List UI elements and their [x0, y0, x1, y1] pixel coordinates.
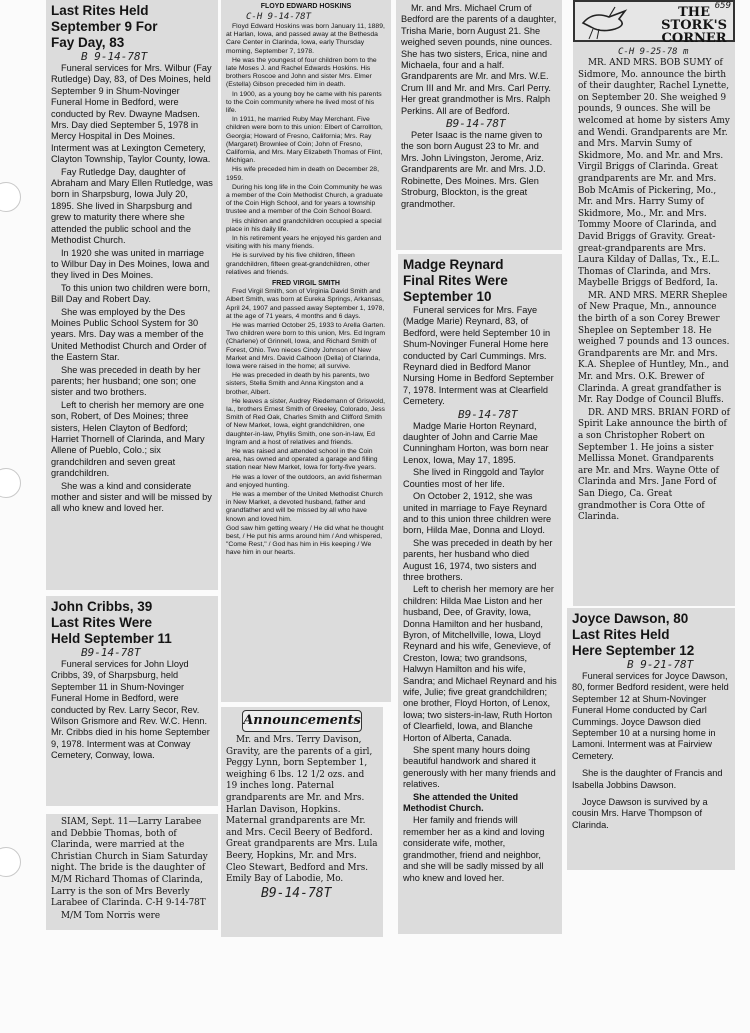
paragraph: He leaves a sister, Audrey Riedemann of Griswold, Ia., brothers Ernest Smith of Greeley, Colorado, Jess Smith of Red Oak, Charles Smith and Clifford Smith of New Market, Iowa, eight grandchildren, one daughter-in-law, Phyllis Smith, one son-in-law, Ed Ingram and a host of relatives and friends. [226, 397, 386, 446]
paragraph: Mr. and Mrs. Michael Crum of Bedford are the parents of a daughter, Trisha Marie, born August 21. She weighed seven pounds, nine ounces. She has two sisters, Erica, nine and Michaela, four and a half. Grandparents are Mr. and Mrs. W.E. Crum III and Mr. and Mrs. Carl Perry. Her great grandmother is Mrs. Ralph Perkins. All are of Bedford. [401, 3, 557, 116]
headline: Last Rites Were [51, 615, 153, 630]
paragraph: He was the youngest of four children born to the late Moses J. and Rachel Edwards Hoskins. His brothers Roscoe and John and sister Mrs. Elmer (Estella) Gibson preceded him in death. [226, 56, 377, 89]
obituary-madge-reynard [398, 254, 562, 934]
headline: September 10 [403, 289, 492, 304]
paragraph: Mr. and Mrs. Terry Davison, Gravity, are the parents of a girl, Peggy Lynn, born September 1, weighing 6 lbs. 12 1/2 ozs. and 19 inches long. Paternal grandparents are Mr. and Mrs. Harlan Davison, Hopkins. Maternal grandparents are Mr. and Mrs. Cecil Beery of Bedford. Great grandparents are Mrs. Lula Beery, Hopkins, Mr. and Mrs. Cleo Stewart, Bedford and Mrs. Emily Bay of Labodie, Mo. [226, 735, 378, 885]
paragraph: Funeral services for Mrs. Faye (Madge Marie) Reynard, 83, of Bedford, were held September 10 in Shum-Novinger Funeral Home here conducted by Carl Cummings. Mrs. Reynard died in Bedford Manor Nursing Home in Bedford September 7, 1978. Interment was at Clearfield Cemetery. [403, 305, 554, 407]
handwritten-date: B9-14-78T [261, 885, 332, 901]
title-line: CORNER [661, 31, 727, 46]
title-line: THE [678, 5, 710, 20]
paragraph: She was employed by the Des Moines Public School System for 30 years. Mrs. Day was a member of the United Methodist Church and Order of the Eastern Star. [51, 306, 207, 363]
paragraph: Funeral services for Joyce Dawson, 80, former Bedford resident, were held September 12 at Shum-Novinger Funeral Home conducted by Carl Cummings. Joyce Dawson died September 10 at a nursing home in Lamoni. Interment was at Fairview Cemetery. [572, 671, 729, 761]
paragraph: She attended the United Methodist Church. [403, 791, 519, 814]
births-crum-livingston [396, 0, 562, 250]
handwritten-date: B9-14-78T [446, 117, 506, 131]
headline: Held September 11 [51, 631, 172, 646]
stork-icon [579, 5, 631, 41]
headline: Joyce Dawson, 80 [572, 611, 689, 626]
paragraph: He was married October 25, 1933 to Arella Garten. Two children were born to this union, Mrs. Ed Ingram (Charlene) of Grinnell, Iowa, and Richard Smith of Forest, Ohio. Two nieces Cindy Johnson of New Market and Mrs. David Calhoon (Della) of Clarinda, Iowa were raised in the home; all survive. [226, 321, 386, 370]
paragraph: During his long life in the Coin Community he was a member of the Coin Methodist Church, a graduate of the Coin High School, and for years a township trustee and a member of the Coin School Board. [226, 183, 383, 216]
paragraph: She lived in Ringgold and Taylor Counties most of her life. [403, 467, 545, 489]
storks-corner-title [661, 6, 727, 45]
paragraph: Peter Isaac is the name given to the son born August 23 to Mr. and Mrs. John Livingston, Jerome, Ariz. Grandparents are Mr. and Mrs. J.D. Robinette, Des Moines. Mrs. Glen Stroburg, Blockton, is the great grandmother. [401, 130, 546, 209]
paragraph: Floyd Edward Hoskins was born January 11, 1889, at Harlan, Iowa, and passed away at the Bethesda Care Center in Clarinda, Iowa, early Thursday morning, September 7, 1978. [226, 23, 385, 55]
paragraph: DR. AND MRS. BRIAN FORD of Spirit Lake announce the birth of a son Christopher Robert on September 1. He joins a sister Mellissa Monet. Grandparents are Mr. and Mrs. Wayne Otte of Clarinda and Mrs. Jane Ford of San Diego, Ca. Great grandmother is Cora Otte of Clarinda. [578, 407, 730, 523]
paragraph: SIAM, Sept. 11—Larry Larabee and Debbie Thomas, both of Clarinda, were married at the Christian Church in Siam Saturday night. The bride is the daughter of M/M Richard Thomas of Clarinda, Larry is the son of Mrs Beverly Larabee of Clarinda. C-H 9-14-78T [51, 817, 208, 909]
paragraph: She was a kind and considerate mother and sister and will be missed by all who knew and loved her. [51, 480, 212, 514]
paragraph: Fred Virgil Smith, son of Virginia David Smith and Albert Smith, was born at Eureka Springs, Arkansas, April 24, 1907 and passed away September 1, 1978, at the age of 71 years, 4 months and 6 days. [226, 288, 385, 320]
paragraph: Her family and friends will remember her as a kind and loving considerate wife, mother, grandmother, friend and neighbor, and she will be sadly missed by all who knew and loved her. [403, 815, 545, 883]
paragraph: She spent many hours doing beautiful handwork and shared it generously with her many friends and relatives. [403, 745, 556, 790]
handwritten-date: B9-14-78T [81, 646, 141, 659]
page-number: 659 [714, 1, 731, 11]
paragraph: Fay Rutledge Day, daughter of Abraham and Mary Ellen Rutledge, was born in Sharpsburg, Iowa July 20, 1895. She lived in Sharpsburg and grew to maturity there where she attended the public school and the Methodist Church. [51, 166, 213, 246]
handwritten-date: B 9-21-78T [627, 658, 694, 671]
paragraph: Funeral services for John Lloyd Cribbs, 39, of Sharpsburg, held September 11 in Shum-Novinger Funeral Home in Bedford, were conducted by Rev. Larry Secor, Rev. Wilson Grismore and Rev. W.C. Henn. Mr. Cribbs died in his home September 9, 1978. Interment was at Conway Cemetery, Conway, Iowa. [51, 659, 210, 761]
paragraph: Funeral services for Mrs. Wilbur (Fay Rutledge) Day, 83, of Des Moines, held September 9 in Shum-Novinger Funeral Home in Bedford, were conducted by Rev. Dwayne Madsen. Mrs. Day died September 5, 1978 in Mercy Hospital in Des Moines. Interment was at Lexington Cemetery, Clayton Township, Taylor County, Iowa. [51, 63, 212, 165]
paragraph: She was preceded in death by her parents; her husband; one son; one sister and two brothers. [51, 364, 201, 398]
handwritten-date: C-H 9-25-78 m [618, 47, 689, 57]
paragraph: He was a member of the United Methodist Church in New Market, a devoted husband, father and grandfather and will be missed by all who have known and loved him. [226, 490, 383, 523]
paragraph: He was preceded in death by his parents, two sisters, Stella Smith and Anna Kingston and a brother, Albert. [226, 372, 370, 396]
paragraph: On October 2, 1912, she was united in marriage to Faye Reynard and to this union three children were born, Hilda Mae, Donna and Lloyd. [403, 491, 552, 536]
paragraph: MR. AND MRS. MERR Sheplee of New Praque, Mn., announce the birth of a son Corey Brewer Sheplee on September 18. He weighed 7 pounds and 13 ounces. Grandparents are Mr. and Mrs. K.A. Sheplee of Huntley, Mn., and Mr. and Mrs. O.K. Brewer of Clarinda. A great grandfather is Mr. Ray Dodge of Council Bluffs. [578, 290, 730, 406]
paragraph: In 1920 she was united in marriage to Wilbur Day in Des Moines, Iowa and they lived in Des Moines. [51, 247, 210, 281]
binder-hole [0, 182, 21, 212]
paragraph: MR. AND MRS. BOB SUMY of Sidmore, Mo. announce the birth of their daughter, Rachel Lynette, on September 20. She weighed 9 pounds, 9 ounces. She will be welcomed at home by sisters Amy and Wendi. Grandparents are Mr. and Mrs. Marvin Sumy of Skidmore, Mo. and Mr. and Mrs. Virgil Briggs of Clarinda. Great grandparents are Mr. and Mrs. Bob McAmis of Pickering, Mo., Mr. and Mrs. Harry Sumy of Skidmore, Mo., Mr. and Mrs. Tommy Moore of Clarinda, and David Briggs of Gravity. Great-great-grandparents are Mrs. Laura Kilday of Dallas, Tx., E.L. Thomas of Clarinda, and Mrs. Maybelle Briggs of Bedford, Ia. [578, 58, 730, 289]
title-line: STORK'S [661, 18, 727, 33]
obituaries-hoskins-smith [221, 0, 391, 702]
paragraph: Left to cherish her memory are one son, Robert, of Des Moines; three sisters, Helen Clayton of Bedford; Harriet Thornell of Clarinda, and Mary Allene of Pueblo, Colo.; six grandchildren and seven great grandchildren. [51, 399, 205, 479]
handwritten-date: C-H 9-14-78T [246, 12, 312, 22]
storks-corner [573, 0, 735, 606]
binder-hole [0, 468, 21, 498]
obituary-fay-day [46, 0, 218, 590]
paragraph: In 1900, as a young boy he came with his parents to the Coin community where he lived most of his life. [226, 90, 382, 115]
paragraph: He was raised and attended school in the Coin area, has owned and operated a garage and filling station near New Market, Iowa for forty-five years. [226, 447, 378, 472]
paragraph: To this union two children were born, Bill Day and Robert Day. [51, 282, 211, 305]
announcements [221, 707, 383, 937]
paragraph: She was preceded in death by her parents, her husband who died August 16, 1974, two sisters and three brothers. [403, 537, 553, 582]
paragraph: His wife preceded him in death on December 28, 1959. [226, 166, 379, 182]
headline: John Cribbs, 39 [51, 599, 153, 614]
handwritten-date: B 9-14-78T [81, 50, 148, 63]
obituary-john-cribbs [46, 596, 218, 806]
binder-hole [0, 847, 21, 877]
headline: September 9 For [51, 19, 158, 34]
paragraph: He was a lover of the outdoors, an avid fisherman and enjoyed hunting. [226, 473, 382, 489]
paragraph: In his retirement years he enjoyed his garden and visiting with his many friends. [226, 235, 382, 251]
paragraph: She is the daughter of Francis and Isabella Jobbins Dawson. [572, 768, 723, 790]
handwritten-date: B9-14-78T [458, 407, 518, 421]
paragraph: His children and grandchildren occupied a special place in his daily life. [226, 217, 382, 233]
obituary-title: FRED VIRGIL SMITH [272, 280, 340, 288]
obituary-title: FLOYD EDWARD HOSKINS [260, 3, 352, 10]
headline: Madge Reynard [403, 257, 504, 272]
headline: Fay Day, 83 [51, 35, 125, 50]
paragraph: Joyce Dawson is survived by a cousin Mrs. Harve Thompson of Clarinda. [572, 797, 708, 830]
poem: God saw him getting weary / He did what he thought best, / He put his arms around him / And whispered, "Come Rest," / God has him in His keeping / We have him in our hearts. [226, 524, 384, 557]
paragraph: Left to cherish her memory are her children: Hilda Mae Liston and her husband, Dee, of Gravity, Iowa, Donna Hamilton and her husband, Byron, of Mitchellville, Iowa, Lloyd Reynard and his wife, Genevieve, of Creston, Iowa; two grandsons, Halwyn Hamilton and his wife, Sandra; and Michael Reynard and his wife, Julie; five great grandchildren; one brother, Floyd Horton, of Lenox, Iowa; two sisters-in-law, Ruth Horton of Clearfield, Iowa, and Blanche Horton of Alberta, Canada. [403, 584, 557, 743]
paragraph: Madge Marie Horton Reynard, daughter of John and Carrie Mae Cunningham Horton, was born near Lenox, Iowa, May 17, 1895. [403, 420, 549, 465]
headline: Last Rites Held [51, 3, 149, 18]
paragraph: He is survived by his five children, fifteen grandchildren, fifteen great-grandchildren, other relatives and friends. [226, 252, 370, 276]
headline: Last Rites Held [572, 627, 670, 642]
obituary-joyce-dawson [567, 608, 735, 870]
announcements-banner: Announcements [242, 710, 362, 732]
storks-corner-banner [573, 0, 735, 46]
wedding-larabee-thomas [46, 814, 218, 930]
paragraph: M/M Tom Norris were [61, 910, 161, 921]
headline: Final Rites Were [403, 273, 508, 288]
paragraph: In 1911, he married Ruby May Merchant. Five children were born to this union: Elbert of Carrollton, Georgia; Howard of Fresno, California; Mrs. Ray (Margaret) Brownlee of Coin; John of Fresno, California, and Mrs. Mary Elizabeth Thomas of Flint, Michigan. [226, 116, 383, 165]
headline: Here September 12 [572, 643, 695, 658]
